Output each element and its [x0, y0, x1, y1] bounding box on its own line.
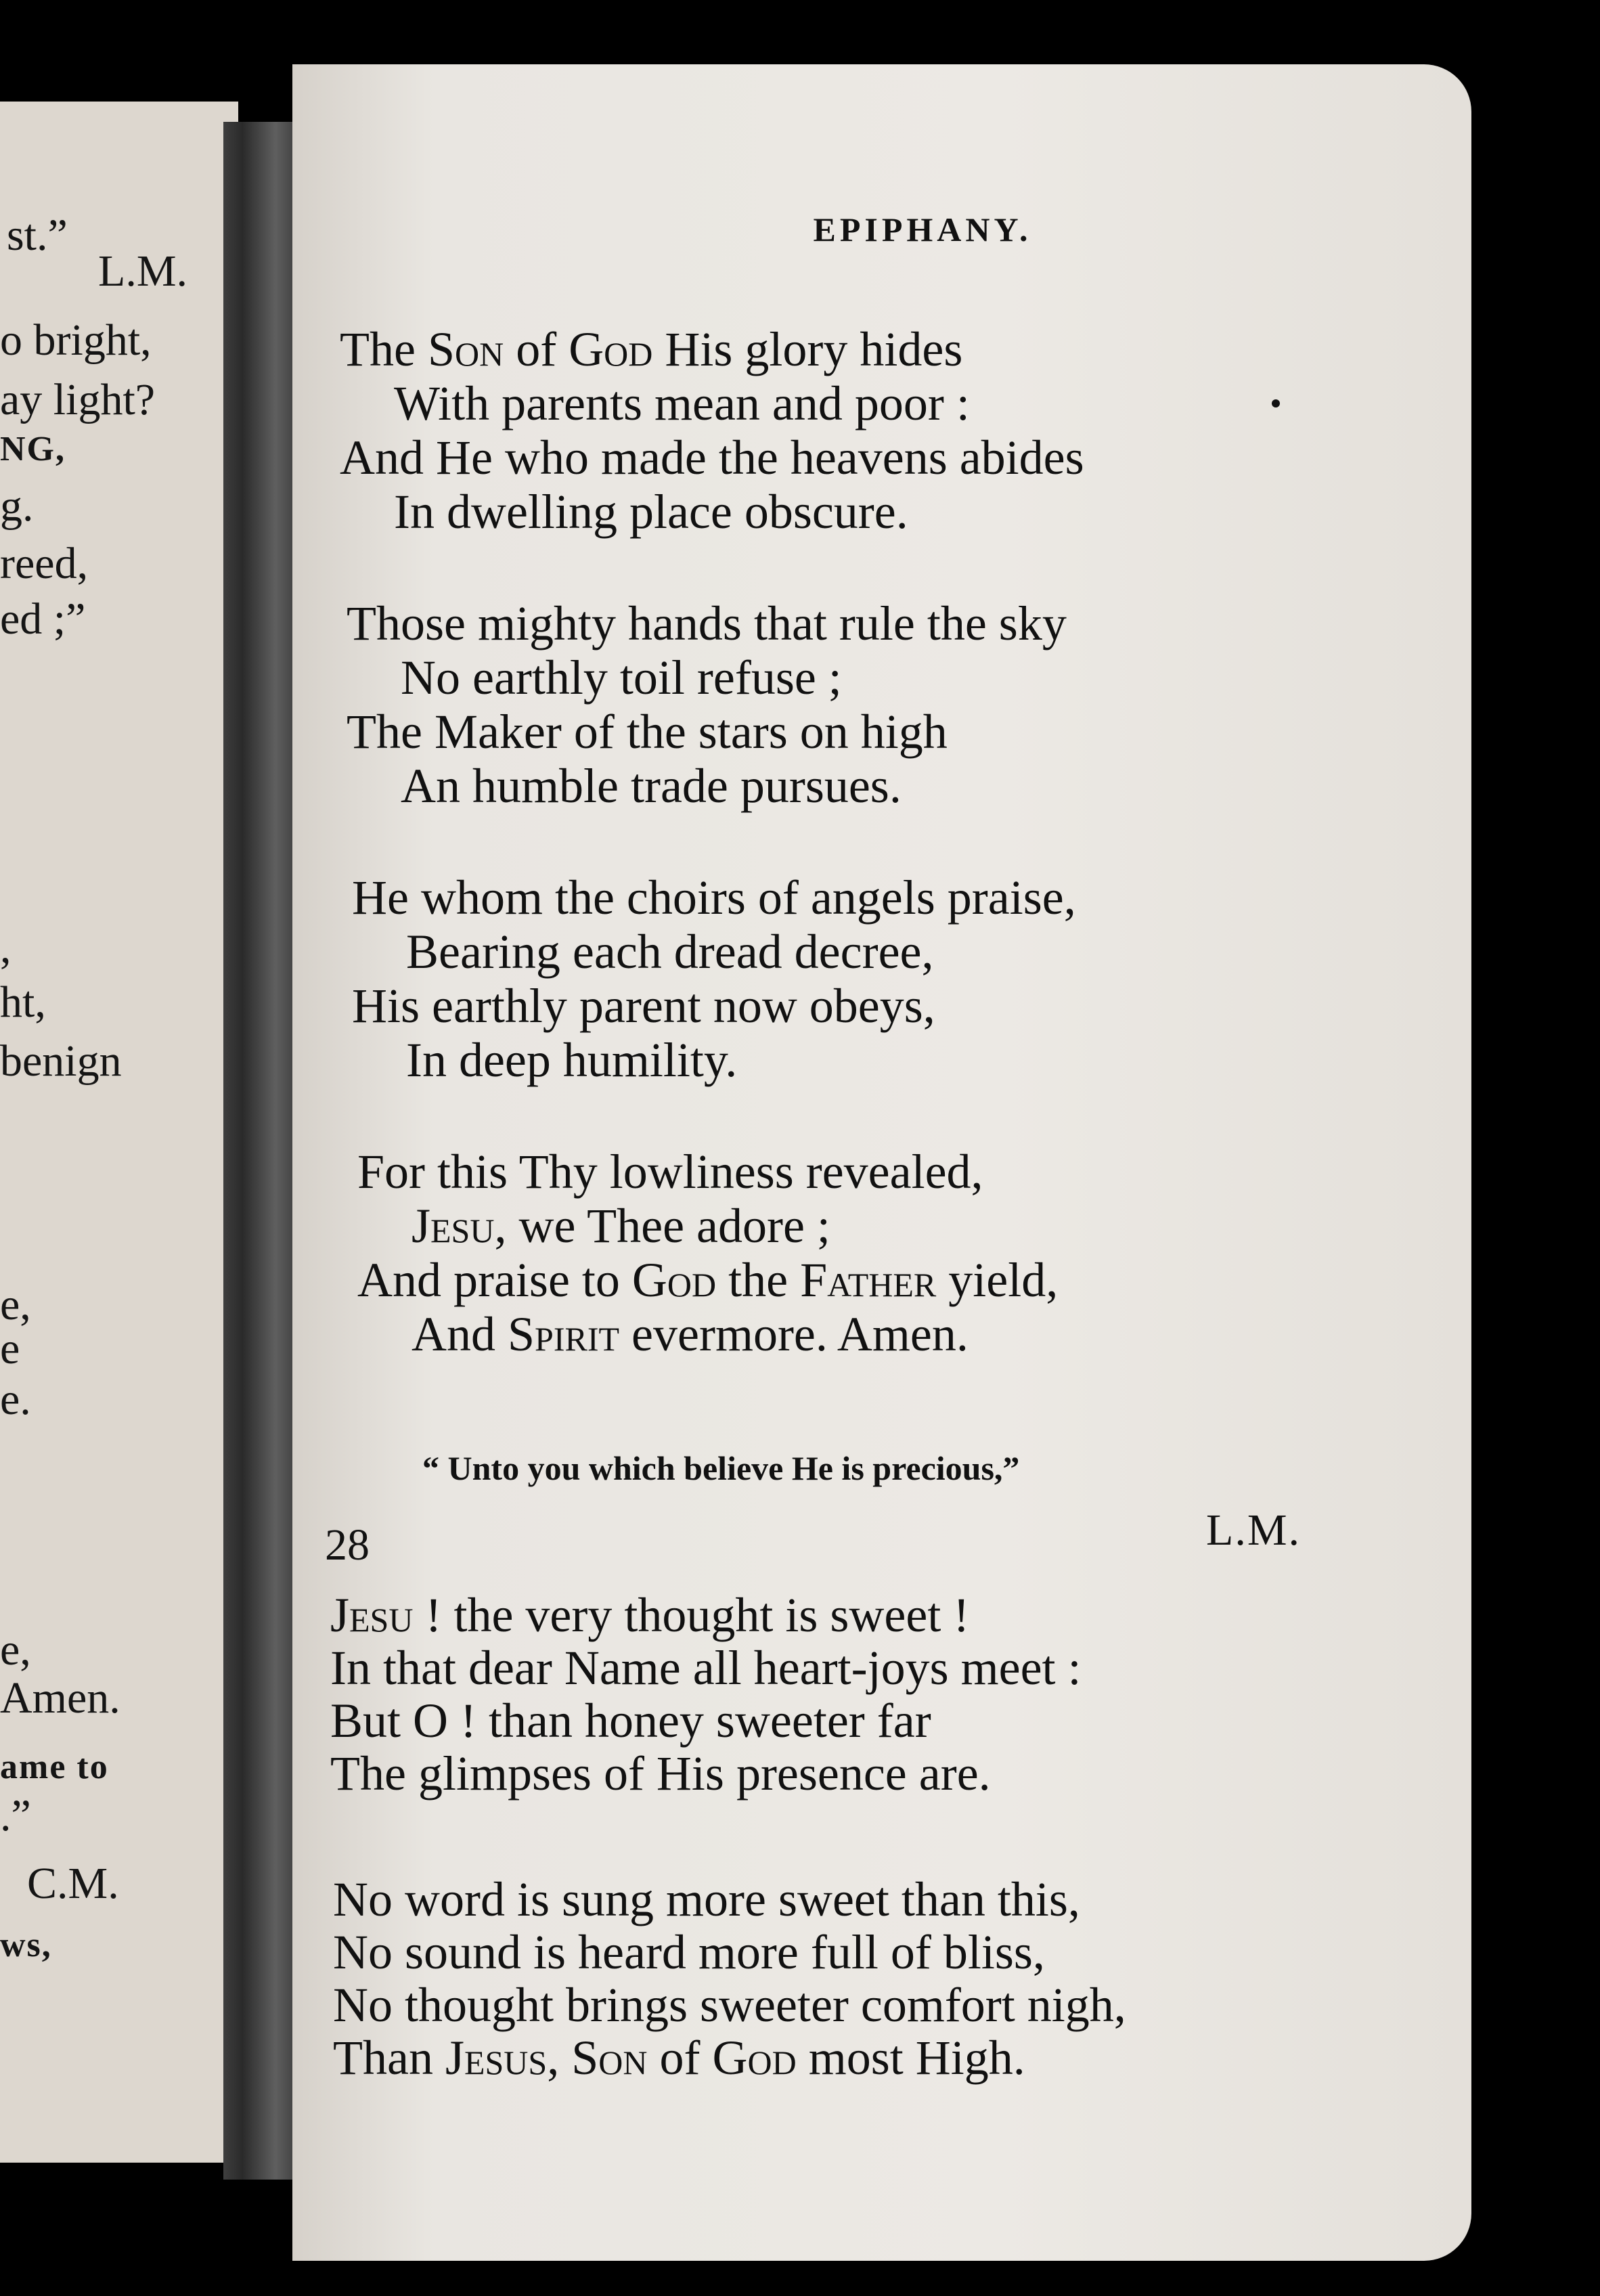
small-caps-word: God [712, 2031, 797, 2085]
small-caps-word: Jesu [412, 1199, 495, 1253]
hymn1-line [357, 1253, 1059, 1307]
hymn2-line [333, 1925, 1045, 1979]
line-text: No earthly toil refuse ; [401, 650, 842, 705]
hymn2-line [330, 1694, 931, 1748]
line-text: The glimpses of His presence are. [330, 1746, 991, 1801]
line-text: With parents mean and poor : [394, 376, 970, 430]
hymn2-line [330, 1746, 991, 1801]
line-text: His glory hides [652, 322, 963, 376]
hymn1-line [406, 925, 934, 979]
left-page-fragment: e. [0, 1375, 31, 1424]
small-caps-word: Father [800, 1253, 937, 1307]
line-text: No sound is heard more full of bliss, [333, 1925, 1045, 1979]
line-text: And [412, 1307, 508, 1361]
line-text: the [716, 1253, 801, 1307]
line-text: of [504, 322, 569, 376]
hymn-number: 28 [325, 1520, 370, 1570]
line-text: The [340, 322, 428, 376]
hymn2-line [330, 1641, 1082, 1695]
left-page [0, 102, 238, 2163]
left-page-fragment: benign [0, 1036, 122, 1086]
left-page-fragment: NG, [0, 430, 66, 468]
hymn2-line [333, 2031, 1025, 2085]
hymn1-line [401, 759, 902, 813]
left-page-fragment: ed ;” [0, 594, 86, 644]
small-caps-word: Spirit [508, 1307, 620, 1361]
small-caps-word: Jesu [330, 1588, 414, 1642]
line-text: Those mighty hands that rule the sky [347, 596, 1067, 650]
line-text: most High. [796, 2031, 1025, 2085]
line-text: His earthly parent now obeys, [352, 979, 935, 1033]
small-caps-word: God [631, 1253, 717, 1307]
line-text: , [547, 2031, 572, 2085]
left-page-fragment: Amen. [0, 1673, 120, 1723]
line-text: But O ! than honey sweeter far [330, 1694, 931, 1748]
hymn1-line [352, 979, 935, 1033]
small-caps-word: Jesus [445, 2031, 548, 2085]
line-text: evermore. Amen. [619, 1307, 969, 1361]
line-text: An humble trade pursues. [401, 759, 902, 813]
left-page-fragment: ws, [0, 1926, 52, 1964]
left-page-fragment: ht, [0, 977, 46, 1027]
line-text: And He who made the heavens abides [340, 430, 1084, 485]
page-header: EPIPHANY. [813, 211, 1032, 248]
hymn2-line [333, 1872, 1080, 1926]
hymn1-line [340, 430, 1084, 485]
left-page-fragment: g. [0, 481, 34, 531]
small-caps-word: Son [571, 2031, 648, 2085]
line-text: yield, [936, 1253, 1059, 1307]
left-page-fragment: st.” [7, 211, 68, 260]
line-text: Than [333, 2031, 445, 2085]
hymn1-line [394, 485, 908, 539]
line-text: In that dear Name all heart-joys meet : [330, 1641, 1082, 1695]
hymn2-line [333, 1978, 1126, 2032]
line-text: of [647, 2031, 713, 2085]
line-text: The Maker of the stars on high [347, 705, 948, 759]
left-page-fragment: .” [0, 1791, 31, 1840]
small-caps-word: God [569, 322, 653, 376]
left-page-fragment: C.M. [27, 1859, 119, 1908]
hymn-epigraph: “ Unto you which believe He is precious,” [422, 1449, 1020, 1487]
hymn1-line [412, 1199, 830, 1253]
left-page-fragment: e [0, 1324, 20, 1373]
ink-speck [1272, 399, 1280, 407]
left-page-fragment: , [0, 923, 12, 973]
line-text: For this Thy lowliness revealed, [357, 1145, 983, 1199]
line-text: In deep humility. [406, 1033, 738, 1087]
hymn1-line [357, 1145, 983, 1199]
left-page-fragment: e, [0, 1625, 31, 1675]
line-text: In dwelling place obscure. [394, 485, 908, 539]
line-text: No thought brings sweeter comfort nigh, [333, 1978, 1126, 2032]
hymn1-line [347, 596, 1067, 650]
small-caps-word: Son [427, 322, 504, 376]
line-text: Bearing each dread decree, [406, 925, 934, 979]
left-page-fragment: e, [0, 1280, 31, 1329]
hymn1-line [401, 650, 842, 705]
hymn1-line [412, 1307, 969, 1361]
line-text: ! the very thought is sweet ! [413, 1588, 970, 1642]
left-page-fragment: ame to [0, 1748, 109, 1786]
hymn1-line [352, 870, 1076, 925]
line-text: No word is sung more sweet than this, [333, 1872, 1080, 1926]
hymn2-line [330, 1588, 970, 1642]
hymn1-line [406, 1033, 738, 1087]
line-text: He whom the choirs of angels praise, [352, 870, 1076, 925]
line-text: And praise to [357, 1253, 632, 1307]
left-page-fragment: L.M. [98, 246, 187, 296]
hymn-meter: L.M. [1206, 1505, 1301, 1555]
hymn1-line [340, 322, 963, 376]
left-page-fragment: reed, [0, 539, 89, 588]
line-text: , we Thee adore ; [494, 1199, 830, 1253]
left-page-fragment: ay light? [0, 375, 156, 424]
right-page [292, 64, 1471, 2261]
left-page-fragment: o bright, [0, 315, 152, 365]
hymn1-line [394, 376, 970, 430]
hymn1-line [347, 705, 948, 759]
